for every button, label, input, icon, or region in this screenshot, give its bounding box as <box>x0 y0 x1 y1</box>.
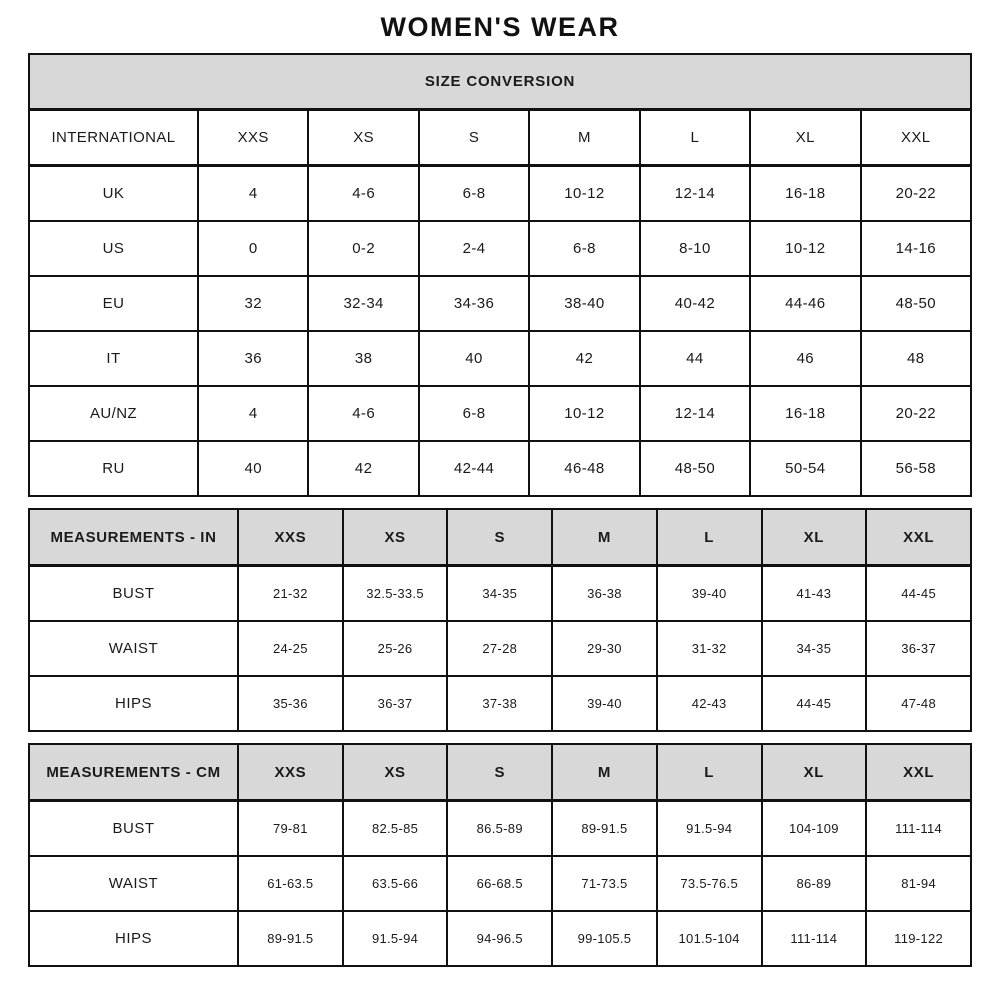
cell-value: 16-18 <box>750 166 860 222</box>
row-label-waist: WAIST <box>29 856 238 911</box>
cell-value: 21-32 <box>238 566 343 622</box>
row-label-aunz: AU/NZ <box>29 386 198 441</box>
cell-value: 111-114 <box>866 801 971 857</box>
table-row-waist-in <box>29 621 971 676</box>
table-row-bust-cm <box>29 801 971 857</box>
cell-value: 46 <box>750 331 860 386</box>
cell-value: 36 <box>198 331 308 386</box>
cell-value: 111-114 <box>762 911 867 966</box>
size-header-xxl: XXL <box>861 110 971 166</box>
cell-value: 61-63.5 <box>238 856 343 911</box>
size-header-l: L <box>657 744 762 801</box>
cell-value: 4-6 <box>308 386 418 441</box>
size-header-m: M <box>529 110 639 166</box>
cell-value: 44 <box>640 331 750 386</box>
measurements-in-title: MEASUREMENTS - IN <box>29 509 238 566</box>
row-label-hips: HIPS <box>29 676 238 731</box>
cell-value: 12-14 <box>640 386 750 441</box>
row-label-hips: HIPS <box>29 911 238 966</box>
measurements-in-header-row <box>29 509 971 566</box>
cell-value: 20-22 <box>861 166 971 222</box>
cell-value: 56-58 <box>861 441 971 496</box>
cell-value: 119-122 <box>866 911 971 966</box>
cell-value: 36-38 <box>552 566 657 622</box>
cell-value: 50-54 <box>750 441 860 496</box>
cell-value: 73.5-76.5 <box>657 856 762 911</box>
size-header-s: S <box>419 110 529 166</box>
size-conversion-title: SIZE CONVERSION <box>29 54 971 110</box>
cell-value: 32.5-33.5 <box>343 566 448 622</box>
cell-value: 34-35 <box>762 621 867 676</box>
cell-value: 36-37 <box>866 621 971 676</box>
size-conversion-header-row <box>29 110 971 166</box>
row-label-eu: EU <box>29 276 198 331</box>
cell-value: 10-12 <box>750 221 860 276</box>
cell-value: 47-48 <box>866 676 971 731</box>
cell-value: 94-96.5 <box>447 911 552 966</box>
row-label-ru: RU <box>29 441 198 496</box>
table-row-bust-in <box>29 566 971 622</box>
cell-value: 32 <box>198 276 308 331</box>
cell-value: 34-36 <box>419 276 529 331</box>
row-label-it: IT <box>29 331 198 386</box>
cell-value: 44-45 <box>866 566 971 622</box>
cell-value: 12-14 <box>640 166 750 222</box>
cell-value: 2-4 <box>419 221 529 276</box>
cell-value: 71-73.5 <box>552 856 657 911</box>
cell-value: 42-44 <box>419 441 529 496</box>
cell-value: 4 <box>198 386 308 441</box>
cell-value: 31-32 <box>657 621 762 676</box>
size-header-s: S <box>447 509 552 566</box>
cell-value: 4-6 <box>308 166 418 222</box>
measurements-in-table <box>28 508 972 732</box>
cell-value: 40-42 <box>640 276 750 331</box>
table-row-ru <box>29 441 971 496</box>
cell-value: 36-37 <box>343 676 448 731</box>
cell-value: 14-16 <box>861 221 971 276</box>
size-header-xl: XL <box>762 744 867 801</box>
cell-value: 99-105.5 <box>552 911 657 966</box>
size-header-l: L <box>640 110 750 166</box>
size-conversion-table <box>28 53 972 497</box>
size-header-xs: XS <box>308 110 418 166</box>
cell-value: 91.5-94 <box>343 911 448 966</box>
row-label-waist: WAIST <box>29 621 238 676</box>
cell-value: 48-50 <box>861 276 971 331</box>
row-label-international: INTERNATIONAL <box>29 110 198 166</box>
table-row-uk <box>29 166 971 222</box>
cell-value: 25-26 <box>343 621 448 676</box>
cell-value: 48-50 <box>640 441 750 496</box>
cell-value: 48 <box>861 331 971 386</box>
cell-value: 10-12 <box>529 386 639 441</box>
row-label-bust: BUST <box>29 801 238 857</box>
size-header-s: S <box>447 744 552 801</box>
cell-value: 44-45 <box>762 676 867 731</box>
cell-value: 39-40 <box>552 676 657 731</box>
cell-value: 41-43 <box>762 566 867 622</box>
row-label-uk: UK <box>29 166 198 222</box>
measurements-cm-header-row <box>29 744 971 801</box>
cell-value: 63.5-66 <box>343 856 448 911</box>
measurements-cm-title: MEASUREMENTS - CM <box>29 744 238 801</box>
size-header-xxs: XXS <box>238 509 343 566</box>
table-row-waist-cm <box>29 856 971 911</box>
cell-value: 37-38 <box>447 676 552 731</box>
cell-value: 6-8 <box>419 166 529 222</box>
size-header-xs: XS <box>343 509 448 566</box>
row-label-bust: BUST <box>29 566 238 622</box>
cell-value: 34-35 <box>447 566 552 622</box>
cell-value: 39-40 <box>657 566 762 622</box>
cell-value: 91.5-94 <box>657 801 762 857</box>
cell-value: 0 <box>198 221 308 276</box>
cell-value: 40 <box>198 441 308 496</box>
cell-value: 86.5-89 <box>447 801 552 857</box>
row-label-us: US <box>29 221 198 276</box>
cell-value: 24-25 <box>238 621 343 676</box>
size-header-xxs: XXS <box>198 110 308 166</box>
cell-value: 8-10 <box>640 221 750 276</box>
cell-value: 42 <box>308 441 418 496</box>
cell-value: 40 <box>419 331 529 386</box>
cell-value: 86-89 <box>762 856 867 911</box>
cell-value: 38-40 <box>529 276 639 331</box>
cell-value: 44-46 <box>750 276 860 331</box>
cell-value: 46-48 <box>529 441 639 496</box>
cell-value: 35-36 <box>238 676 343 731</box>
cell-value: 79-81 <box>238 801 343 857</box>
cell-value: 20-22 <box>861 386 971 441</box>
cell-value: 81-94 <box>866 856 971 911</box>
page-title: WOMEN'S WEAR <box>380 12 620 42</box>
size-header-xxl: XXL <box>866 744 971 801</box>
size-header-xl: XL <box>750 110 860 166</box>
cell-value: 104-109 <box>762 801 867 857</box>
size-conversion-band-row <box>29 54 971 110</box>
size-header-m: M <box>552 744 657 801</box>
table-row-hips-in <box>29 676 971 731</box>
size-header-xl: XL <box>762 509 867 566</box>
cell-value: 10-12 <box>529 166 639 222</box>
cell-value: 89-91.5 <box>238 911 343 966</box>
cell-value: 29-30 <box>552 621 657 676</box>
cell-value: 38 <box>308 331 418 386</box>
size-header-l: L <box>657 509 762 566</box>
size-header-m: M <box>552 509 657 566</box>
cell-value: 16-18 <box>750 386 860 441</box>
table-row-eu <box>29 276 971 331</box>
table-row-aunz <box>29 386 971 441</box>
table-row-us <box>29 221 971 276</box>
cell-value: 32-34 <box>308 276 418 331</box>
table-row-hips-cm <box>29 911 971 966</box>
cell-value: 82.5-85 <box>343 801 448 857</box>
cell-value: 66-68.5 <box>447 856 552 911</box>
cell-value: 42 <box>529 331 639 386</box>
cell-value: 42-43 <box>657 676 762 731</box>
cell-value: 6-8 <box>419 386 529 441</box>
cell-value: 27-28 <box>447 621 552 676</box>
size-header-xs: XS <box>343 744 448 801</box>
size-header-xxs: XXS <box>238 744 343 801</box>
cell-value: 101.5-104 <box>657 911 762 966</box>
cell-value: 0-2 <box>308 221 418 276</box>
size-header-xxl: XXL <box>866 509 971 566</box>
cell-value: 4 <box>198 166 308 222</box>
cell-value: 89-91.5 <box>552 801 657 857</box>
measurements-cm-table <box>28 743 972 967</box>
cell-value: 6-8 <box>529 221 639 276</box>
table-row-it <box>29 331 971 386</box>
